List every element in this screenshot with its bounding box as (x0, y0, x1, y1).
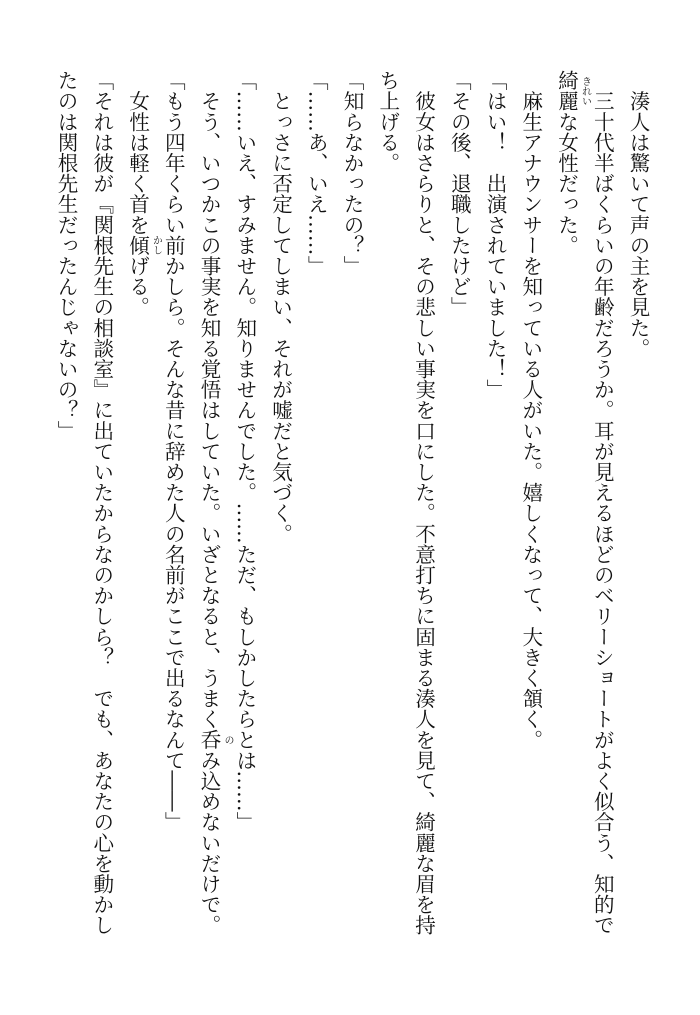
ruby-word (554, 70, 591, 112)
text-run: げる。 (125, 255, 150, 318)
text-column: 彼女はさらりと、その悲しい事実を口にした。不意打ちに固まる湊人を見て、綺麗な眉を持 (411, 70, 436, 936)
text-column: 「その後、退職したけど」 (447, 70, 472, 318)
text-run: み込めないだけで。 (197, 749, 221, 936)
text-run: な女性だった。 (554, 111, 579, 256)
ruby-word (197, 729, 233, 750)
text-column: 「……いえ、すみません。知りませんでした。……ただ、もしかしたらとは……」 (232, 70, 257, 833)
text-column: 「……あ、いえ……」 (304, 70, 329, 276)
ruby-word (125, 234, 162, 256)
text-column: 「それは彼が『関根先生の相談室』に出ていたからなのかしら？ でも、あなたの心を動かし (89, 70, 114, 936)
ruby-base: 傾 (125, 234, 150, 256)
ruby-reading: の (222, 734, 233, 745)
text-column: 「もう四年くらい前かしら。そんな昔に辞めた人の名前がここで出るなんて――」 (161, 70, 186, 833)
text-column: 湊人は驚いて声の主を見た。 (626, 70, 650, 359)
text-column (548, 70, 591, 936)
text-column: とっさに否定してしまい、それが嘘だと気づく。 (268, 70, 293, 544)
text-run: 女性は軽く首を (125, 70, 150, 235)
text-column: 三十代半ばくらいの年齢だろうか。耳が見えるほどのベリーショートがよく似合う、知的で (590, 70, 615, 936)
ruby-reading: かし (150, 235, 162, 256)
text-run: そう、いつかこの事実を知る覚悟はしていた。いざとなると、うまく (197, 70, 221, 730)
ruby-base: 綺麗 (554, 70, 579, 112)
text-column (119, 70, 162, 936)
text-column: 「知らなかったの？」 (340, 70, 364, 276)
text-column: ち上げる。 (375, 70, 400, 173)
text-column (190, 70, 233, 936)
text-column: 麻生アナウンサーを知っている人がいた。嬉しくなって、大きく頷く。 (518, 70, 543, 750)
vertical-text-body (47, 70, 655, 936)
text-column: たのは関根先生だったんじゃないの？」 (54, 70, 78, 441)
text-column: 「はい！ 出演されていました！」 (483, 70, 507, 400)
ruby-base: 呑 (197, 729, 221, 750)
ruby-reading: きれい (579, 75, 591, 106)
